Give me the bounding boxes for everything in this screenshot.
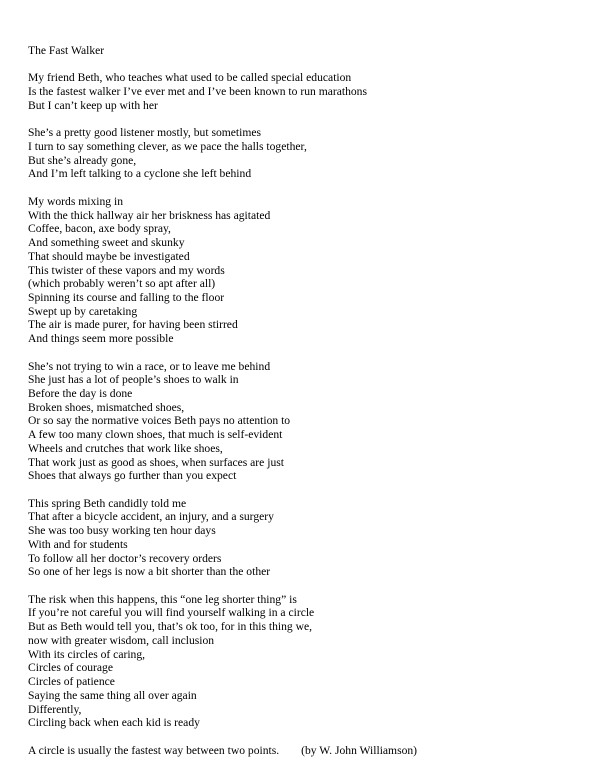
closing-line: A circle is usually the fastest way between two points.	[28, 743, 280, 757]
poem-line: Broken shoes, mismatched shoes,	[28, 400, 185, 414]
poem-title: The Fast Walker	[28, 44, 105, 57]
poem-line: And things seem more possible	[28, 332, 174, 346]
poem-line: She was too busy working ten hour days	[28, 524, 216, 538]
poem-line: Spinning its course and falling to the floor	[28, 290, 225, 304]
poem-line: That work just as good as shoes, when surfaces are just	[28, 455, 284, 469]
poem-line: And I’m left talking to a cyclone she left behind	[28, 167, 252, 181]
poem-line: The air is made purer, for having been stirred	[28, 318, 238, 332]
poem-line: Circling back when each kid is ready	[28, 716, 200, 730]
poem-line: My friend Beth, who teaches what used to be called special education	[28, 71, 352, 85]
poem-line: She’s a pretty good listener mostly, but sometimes	[28, 126, 262, 140]
poem-line: Circles of patience	[28, 675, 115, 689]
poem-stanza	[28, 195, 588, 346]
poem-line: And something sweet and skunky	[28, 236, 185, 250]
poem-line: With the thick hallway air her briskness has agitated	[28, 208, 271, 222]
poem-stanza	[28, 497, 588, 579]
poem-stanza	[28, 360, 588, 483]
poem-line: If you’re not careful you will find yourself walking in a circle	[28, 606, 315, 620]
poem-line: This spring Beth candidly told me	[28, 496, 187, 510]
poem-line: That after a bicycle accident, an injury, and a surgery	[28, 510, 274, 524]
poem-line: So one of her legs is now a bit shorter than the other	[28, 565, 271, 579]
poem-line: Shoes that always go further than you expect	[28, 469, 237, 483]
poem-line: Is the fastest walker I’ve ever met and I’ve been known to run marathons	[28, 85, 367, 99]
poem-stanza	[28, 593, 588, 730]
poem-line: Saying the same thing all over again	[28, 688, 197, 702]
poem-line: With and for students	[28, 537, 128, 551]
poem-line: The risk when this happens, this “one leg shorter thing” is	[28, 592, 297, 606]
poem-line: This twister of these vapors and my words	[28, 263, 225, 277]
poem-stanza	[28, 71, 588, 112]
poem-line: Differently,	[28, 702, 82, 716]
poem-line: Wheels and crutches that work like shoes,	[28, 441, 223, 455]
poem-line: Circles of courage	[28, 661, 113, 675]
poem-line: now with greater wisdom, call inclusion	[28, 633, 215, 647]
poem-line: I turn to say something clever, as we pace the halls together,	[28, 140, 307, 154]
poem-line: That should maybe be investigated	[28, 249, 190, 263]
poem-body	[28, 71, 588, 730]
poem-line: My words mixing in	[28, 194, 124, 208]
poem-page	[28, 44, 588, 757]
poem-line: But she’s already gone,	[28, 153, 137, 167]
poem-stanza	[28, 126, 588, 181]
poem-line: But as Beth would tell you, that’s ok too, for in this thing we,	[28, 620, 313, 634]
poem-line: With its circles of caring,	[28, 647, 146, 661]
poem-line: A few too many clown shoes, that much is self-evident	[28, 428, 283, 442]
poem-line: Coffee, bacon, axe body spray,	[28, 222, 171, 236]
poem-line: Before the day is done	[28, 386, 133, 400]
poem-line: She just has a lot of people’s shoes to walk in	[28, 373, 239, 387]
poem-line: But I can’t keep up with her	[28, 98, 158, 112]
poem-line: Or so say the normative voices Beth pays no attention to	[28, 414, 291, 428]
poem-line: She’s not trying to win a race, or to leave me behind	[28, 359, 271, 373]
poem-line: (which probably weren’t so apt after all)	[28, 277, 216, 291]
author-byline: (by W. John Williamson)	[301, 743, 418, 757]
closing-line-row	[28, 744, 588, 758]
poem-line: To follow all her doctor’s recovery orders	[28, 551, 222, 565]
poem-line: Swept up by caretaking	[28, 304, 138, 318]
